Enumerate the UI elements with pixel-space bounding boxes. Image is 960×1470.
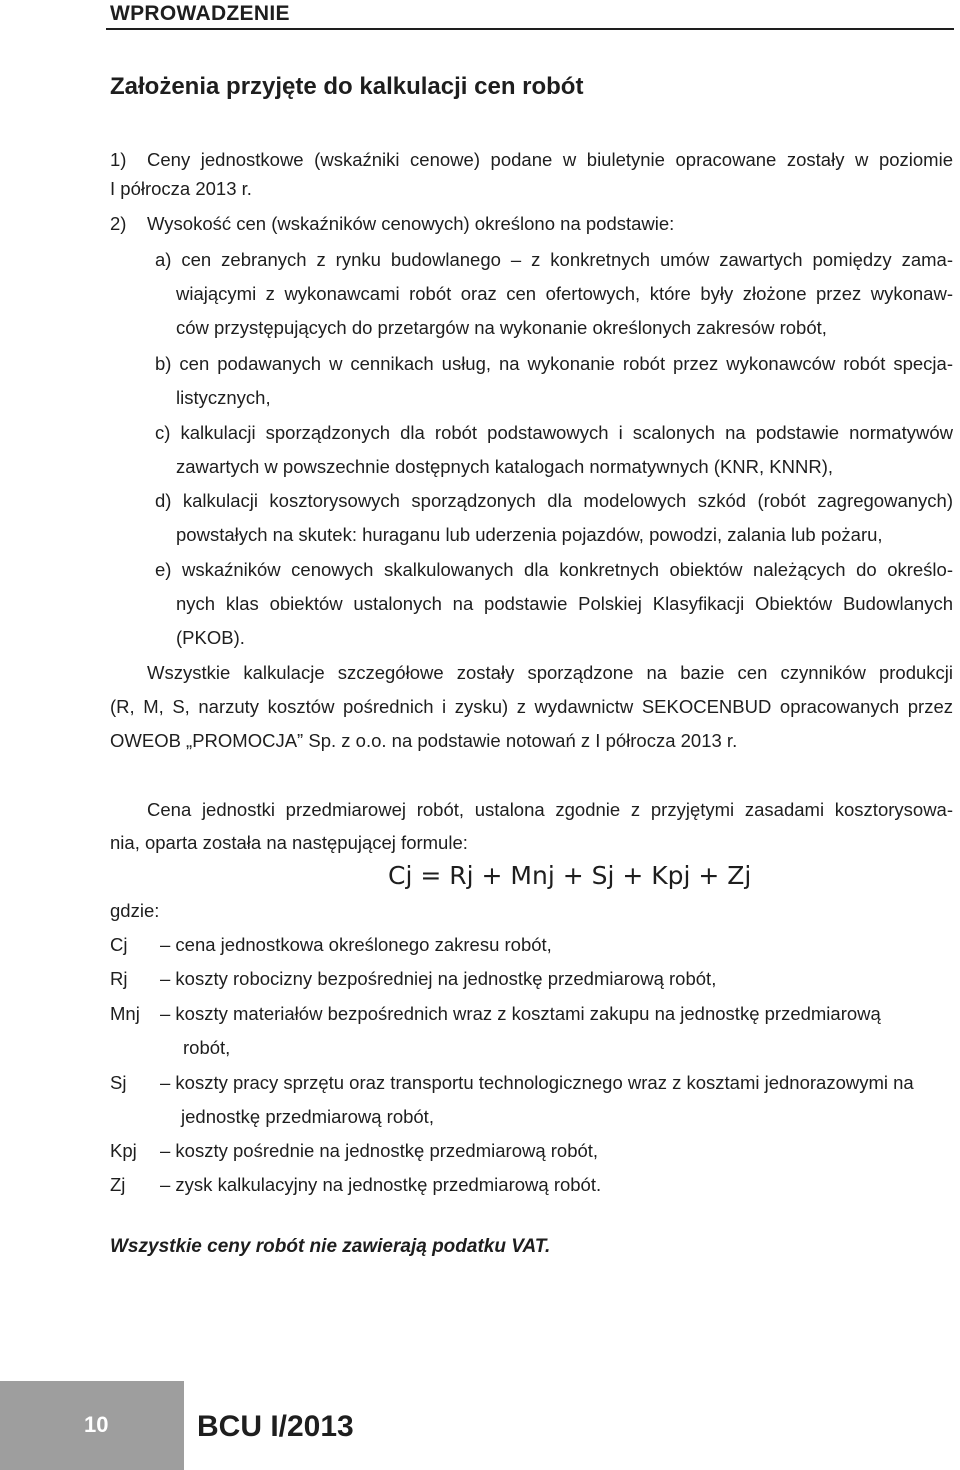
definition-continuation: robót, (183, 1037, 231, 1058)
para1-line1: Wszystkie kalkulacje szczegółowe zostały sporządzone na bazie cen czynników produkcji (147, 662, 953, 683)
item-d-line2: powstałych na skutek: huraganu lub uderzenia pojazdów, powodzi, zalania lub pożaru, (176, 524, 883, 545)
item-a-line3: ców przystępujących do przetargów na wykonanie określonych zakresów robót, (176, 317, 827, 338)
list2-intro: Wysokość cen (wskaźników cenowych) określono na podstawie: (147, 213, 675, 234)
item-a-line2: wiającymi z wykonawcami robót oraz cen ofertowych, które były złożone przez wykonaw- (176, 283, 953, 304)
item-c-line1: c) kalkulacji sporządzonych dla robót podstawowych i scalonych na podstawie normatywów (155, 422, 953, 443)
page-number: 10 (84, 1412, 109, 1437)
item-b-line2: listycznych, (176, 387, 271, 408)
list1-line1: Ceny jednostkowe (wskaźniki cenowe) podane w biuletynie opracowane zostały w poziomie (147, 149, 953, 170)
definition-text: – koszty pracy sprzętu oraz transportu technologicznego wraz z kosztami jednorazowymi na (160, 1072, 914, 1093)
section-label: WPROWADZENIE (110, 2, 290, 25)
list-number-2: 2) (110, 213, 127, 234)
definition-symbol: Zj (110, 1174, 126, 1195)
definition-text: – zysk kalkulacyjny na jednostkę przedmiarową robót. (160, 1174, 602, 1195)
header-rule (106, 28, 954, 30)
definition-text: – koszty materiałów bezpośrednich wraz z kosztami zakupu na jednostkę przedmiarową (160, 1003, 881, 1024)
definition-text: – koszty pośrednie na jednostkę przedmiarową robót, (160, 1140, 599, 1161)
list1-line2: I półrocza 2013 r. (110, 178, 252, 199)
publication-title: BCU I/2013 (197, 1410, 354, 1443)
definition-text: – koszty robocizny bezpośredniej na jednostkę przedmiarową robót, (160, 968, 717, 989)
item-c-line2: zawartych w powszechnie dostępnych katalogach normatywnych (KNR, KNNR), (176, 456, 834, 477)
list-number-1: 1) (110, 149, 127, 170)
para2-line2: nia, oparta została na następującej formule: (110, 832, 468, 853)
item-b-line1: b) cen podawanych w cennikach usług, na wykonanie robót przez wykonawców robót specja- (155, 353, 953, 374)
para2-line1: Cena jednostki przedmiarowej robót, ustalona zgodnie z przyjętymi zasadami kosztorysowa- (147, 799, 953, 820)
vat-note: Wszystkie ceny robót nie zawierają podatku VAT. (110, 1236, 551, 1257)
where-label: gdzie: (110, 900, 160, 921)
item-e-line3: (PKOB). (176, 627, 245, 648)
definition-symbol: Cj (110, 934, 128, 955)
item-a-line1: a) cen zebranych z rynku budowlanego – z konkretnych umów zawartych pomiędzy zama- (155, 249, 953, 270)
definition-symbol: Mnj (110, 1003, 140, 1024)
cost-formula: Cj = Rj + Mnj + Sj + Kpj + Zj (388, 861, 752, 890)
definition-text: – cena jednostkowa określonego zakresu robót, (160, 934, 552, 955)
section-title: Założenia przyjęte do kalkulacji cen robót (110, 73, 584, 100)
item-e-line2: nych klas obiektów ustalonych na podstawie Polskiej Klasyfikacji Obiektów Budowlanych (176, 593, 953, 614)
para1-line3: OWEOB „PROMOCJA” Sp. z o.o. na podstawie notowań z I półrocza 2013 r. (110, 730, 738, 751)
definition-symbol: Sj (110, 1072, 127, 1093)
definition-symbol: Rj (110, 968, 128, 989)
definition-symbol: Kpj (110, 1140, 137, 1161)
definition-continuation: jednostkę przedmiarową robót, (181, 1106, 434, 1127)
para1-line2: (R, M, S, narzuty kosztów pośrednich i zysku) z wydawnictw SEKOCENBUD opracowanych przez (110, 696, 953, 717)
item-e-line1: e) wskaźników cenowych skalkulowanych dla konkretnych obiektów należących do określo- (155, 559, 953, 580)
item-d-line1: d) kalkulacji kosztorysowych sporządzonych dla modelowych szkód (robót zagregowanych) (155, 490, 953, 511)
